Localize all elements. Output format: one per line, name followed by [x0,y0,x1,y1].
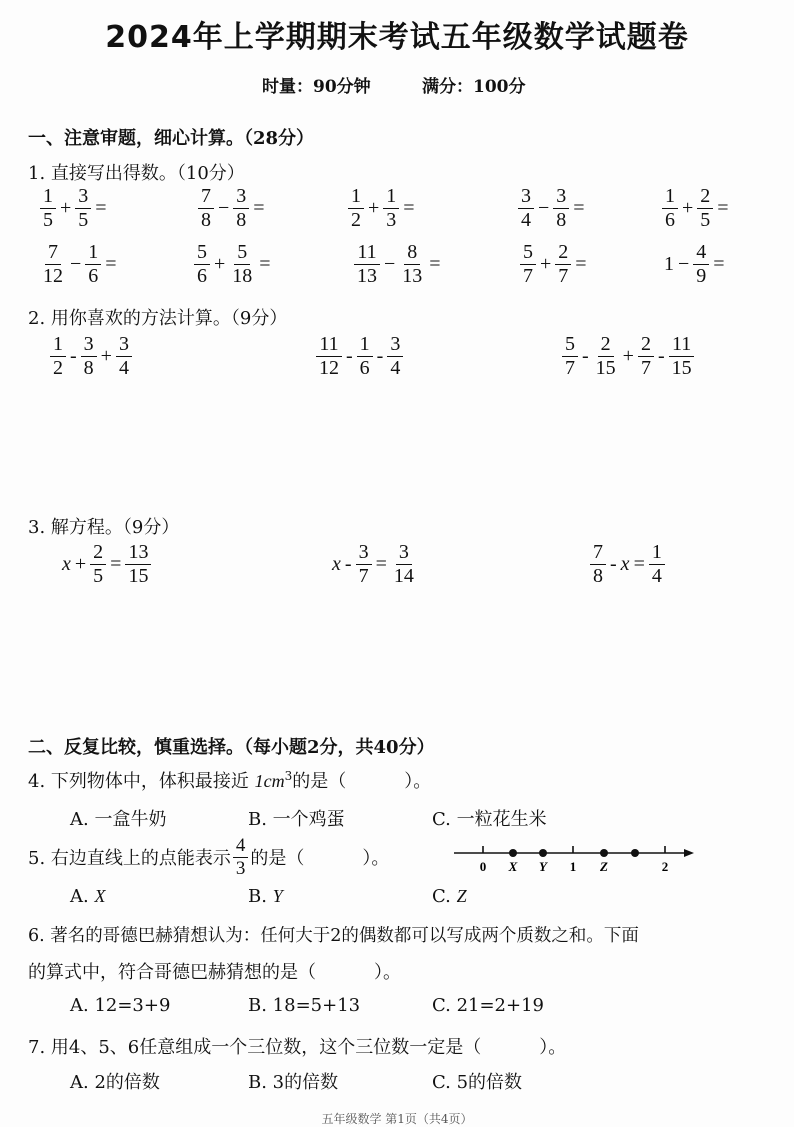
q5-text-before: 5. 右边直线上的点能表示 [28,848,231,870]
operator: - [346,345,353,367]
page-footer: 五年级数学 第1页（共4页） [321,1112,473,1126]
numerator: 1 [85,242,101,265]
q1-expression-10[interactable] [662,242,727,287]
operator: + [100,345,112,367]
fraction [194,242,210,287]
denominator: 7 [358,565,369,587]
denominator: 15 [595,357,616,379]
operator: + [74,553,87,575]
fraction [40,186,56,231]
operator: + [540,253,552,275]
exam-title: 2024年上学期期末考试五年级数学试题卷 [105,20,689,55]
operator: − [384,253,396,275]
numerator: 2 [638,334,654,357]
numerator: 5 [562,334,578,357]
q1-expression-9[interactable] [518,242,589,287]
numerator: 3 [553,186,569,209]
operator: + [214,253,226,275]
numerator: 3 [396,542,412,565]
numerator: 3 [387,334,403,357]
numerator: 11 [316,334,341,357]
operator: = [713,253,725,275]
operator: - [582,345,589,367]
q4-option-a[interactable]: A. 一盒牛奶 [70,809,167,830]
q7-option-c[interactable]: C. 5的倍数 [432,1072,523,1093]
numerator: 7 [590,542,606,565]
denominator: 18 [232,265,253,287]
q5-option-b[interactable] [248,886,283,907]
fraction [50,334,66,379]
operator: = [95,197,107,219]
q5-text-after: 的是（ [250,848,305,870]
point-label-x: X [508,859,518,874]
denominator: 8 [556,209,567,231]
fraction [662,186,678,231]
operator: = [575,253,587,275]
operator: - [70,345,77,367]
q4-option-c[interactable]: C. 一粒花生米 [432,809,547,830]
q6-close: ）。 [374,962,401,983]
operator: = [375,553,387,575]
numerator: 5 [520,242,536,265]
numerator: 11 [354,242,379,265]
operator: + [368,197,380,219]
denominator: 8 [83,357,94,379]
fraction [387,334,403,379]
q7-text-body: 7. 用4、5、6任意组成一个三位数，这个三位数一定是（ [28,1037,482,1058]
fraction [518,186,534,231]
fraction [697,186,713,231]
number-line-arrow [684,849,694,857]
q6-line1: 6. 著名的哥德巴赫猜想认为：任何大于2的偶数都可以写成两个质数之和。下面 [28,926,639,946]
tick-label-1: 1 [569,859,577,874]
variable: x [620,553,630,575]
fraction [40,242,66,287]
denominator: 2 [53,357,63,379]
numerator: 3 [356,542,372,565]
q4-text [28,767,431,793]
q1-expression-1[interactable] [38,186,109,231]
fraction [383,186,399,231]
numerator: 1 [357,334,373,357]
numerator: 1 [50,334,66,357]
q2-expression-1[interactable] [48,334,134,379]
number-line [450,840,700,876]
denominator: 13 [357,265,377,287]
fraction [555,242,571,287]
q6-line2-text: 的算式中，符合哥德巴赫猜想的是（ [28,962,316,983]
q4-option-b[interactable]: B. 一个鸡蛋 [248,809,345,830]
q5-option-b-var: Y [272,886,283,906]
numerator: 2 [598,334,614,357]
operator: = [259,253,271,275]
denominator: 8 [236,209,247,231]
q3-expression-2[interactable] [330,542,419,587]
q1-expression-6[interactable] [38,242,119,287]
numerator: 3 [116,334,132,357]
denominator: 4 [651,565,662,587]
numerator: 7 [45,242,61,265]
q5-option-c[interactable] [432,886,467,907]
point-unlabeled [631,849,639,857]
q5-option-b-prefix: B. [248,886,267,907]
q1-expression-5[interactable] [660,186,731,231]
fraction [81,334,97,379]
denominator: 2 [351,209,361,231]
q2-expression-2[interactable] [314,334,405,379]
operator: - [376,345,384,367]
fraction [348,186,364,231]
operator: = [429,253,441,275]
operator: - [344,553,352,575]
numerator: 1 [40,186,56,209]
point-label-y: Y [539,859,547,874]
numerator: 3 [233,186,249,209]
fraction [125,542,151,587]
q1-expression-4[interactable] [516,186,587,231]
operator: + [622,345,634,367]
q1-expression-8[interactable] [352,242,443,287]
tick-label-2: 2 [661,859,669,874]
denominator: 15 [128,565,149,587]
fraction [593,334,619,379]
q7-close: ）。 [539,1037,567,1058]
denominator: 13 [402,265,423,287]
point-label-z: Z [600,859,608,874]
fraction [553,186,569,231]
denominator: 4 [521,209,531,231]
q5-text [28,836,389,879]
q1-text: 1. 直接写出得数。（10分） [28,163,245,184]
fraction [356,542,372,587]
operator: − [70,253,82,275]
fraction [233,186,249,231]
exam-full-score: 满分：100分 [422,77,526,97]
q5-close: ）。 [362,848,390,870]
fraction [520,242,536,287]
q3-expression-1[interactable] [60,542,153,587]
q5-option-a[interactable] [70,886,105,907]
q3-expression-3[interactable] [588,542,667,587]
denominator: 4 [390,357,401,379]
variable: x [62,553,71,575]
operator: = [573,197,585,219]
denominator: 6 [665,209,675,231]
denominator: 4 [118,357,129,379]
operator: − [538,197,550,219]
q1-expression-7[interactable] [192,242,273,287]
denominator: 3 [386,209,397,231]
q2-expression-3[interactable] [560,334,697,379]
tick-label-0: 0 [479,859,487,874]
fraction [75,186,91,231]
denominator: 7 [640,357,651,379]
numerator: 5 [194,242,210,265]
section2-heading: 二、反复比较，慎重选择。（每小题2分，共40分） [28,737,435,758]
numerator: 1 [662,186,678,209]
denominator: 7 [523,265,533,287]
denominator: 7 [558,265,569,287]
q6-option-c[interactable]: C. 21=2+19 [432,995,544,1016]
numerator: 3 [518,186,534,209]
q4-unit-num: 1 [254,771,264,791]
q6-line2 [28,958,401,984]
q5-option-c-var: Z [456,886,467,906]
operator: + [60,197,72,219]
operator: = [633,553,645,575]
numerator: 8 [404,242,420,265]
fraction [693,242,709,287]
q6-option-b[interactable]: B. 18=5+13 [248,995,361,1016]
numerator: 2 [555,242,571,265]
q4-text-after: 的是（ [292,771,347,792]
fraction [229,242,255,287]
q4-text-before: 4. 下列物体中，体积最接近 [28,771,249,792]
numerator: 3 [75,186,91,209]
q4-close: ）。 [404,771,432,792]
q5-fraction-num: 4 [233,836,249,858]
q5-option-a-var: X [94,886,106,906]
fraction [391,542,417,587]
operator: - [657,345,665,367]
q3-text: 3. 解方程。（9分） [28,517,180,538]
denominator: 9 [696,265,707,287]
denominator: 5 [700,209,711,231]
numerator: 3 [81,334,97,357]
q1-expression-3[interactable] [346,186,417,231]
denominator: 8 [201,209,211,231]
fraction [590,542,606,587]
fraction [562,334,578,379]
numerator: 1 [649,542,665,565]
q4-unit: cm [263,771,285,791]
exam-time: 时量：90分钟 [262,77,371,97]
operator: + [682,197,694,219]
q5-fraction-den: 3 [235,857,246,879]
q7-option-a[interactable]: A. 2的倍数 [70,1072,160,1093]
q1-expression-2[interactable] [196,186,267,231]
numerator: 2 [90,542,106,565]
denominator: 6 [197,265,207,287]
denominator: 8 [593,565,603,587]
operator: = [110,553,122,575]
numerator: 1 [348,186,364,209]
denominator: 6 [359,357,370,379]
integer-term: 1 [664,253,674,275]
operator: = [253,197,265,219]
fraction [638,334,654,379]
q7-text [28,1033,566,1059]
q5-option-a-prefix: A. [70,886,89,907]
numerator: 5 [234,242,250,265]
denominator: 15 [671,357,692,379]
fraction [354,242,380,287]
section1-heading: 一、注意审题，细心计算。（28分） [28,128,315,149]
denominator: 14 [393,565,414,587]
q4-unit-exp: 3 [284,769,293,783]
operator: − [218,197,230,219]
denominator: 6 [88,265,99,287]
point-y [539,849,547,857]
numerator: 13 [125,542,151,565]
operator: = [105,253,117,275]
denominator: 12 [319,357,339,379]
fraction [649,542,665,587]
operator: = [717,197,729,219]
q6-option-a[interactable]: A. 12=3+9 [70,995,171,1016]
denominator: 5 [43,209,53,231]
denominator: 5 [93,565,104,587]
numerator: 11 [669,334,694,357]
fraction [669,334,695,379]
q2-text: 2. 用你喜欢的方法计算。（9分） [28,308,288,329]
point-x [509,849,517,857]
numerator: 7 [198,186,214,209]
denominator: 5 [78,209,89,231]
denominator: 12 [43,265,63,287]
operator: = [403,197,415,219]
q5-fraction [233,836,249,879]
fraction [116,334,132,379]
numerator: 2 [697,186,713,209]
fraction [198,186,214,231]
fraction [316,334,342,379]
numerator: 1 [383,186,399,209]
q5-option-c-prefix: C. [432,886,451,907]
q7-option-b[interactable]: B. 3的倍数 [248,1072,339,1093]
fraction [357,334,373,379]
fraction [90,542,106,587]
numerator: 4 [693,242,709,265]
fraction [85,242,101,287]
point-z [600,849,608,857]
fraction [399,242,425,287]
denominator: 7 [565,357,575,379]
operator: − [678,253,690,275]
variable: x [332,553,341,575]
operator: - [610,553,617,575]
